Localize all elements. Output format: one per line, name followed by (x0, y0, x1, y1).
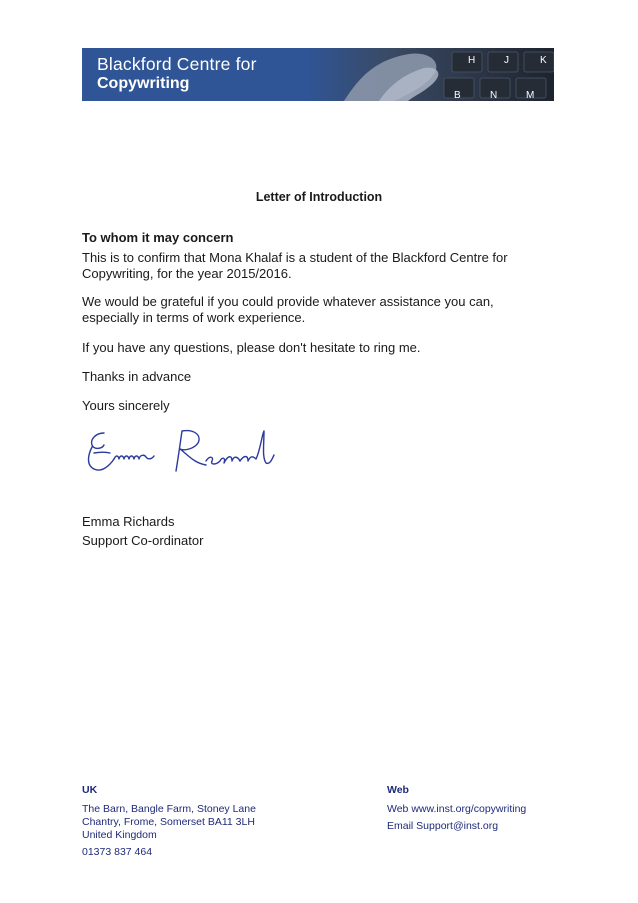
signer-name: Emma Richards (82, 514, 175, 529)
footer-web-heading: Web (387, 784, 409, 796)
letter-title: Letter of Introduction (255, 190, 383, 204)
footer-email-link[interactable]: Email Support@inst.org (387, 820, 499, 832)
footer-web (387, 784, 526, 833)
closing: Yours sincerely (82, 398, 170, 413)
footer-uk-address-line1: The Barn, Bangle Farm, Stoney Lane (82, 803, 256, 815)
paragraph-request: We would be grateful if you could provide whatever assistance you can, especially in terms of work experience. (82, 294, 494, 325)
paragraph-questions: If you have any questions, please don't hesitate to ring me. (82, 340, 421, 355)
footer-uk (82, 784, 256, 859)
key-j: J (504, 55, 509, 66)
key-m: M (526, 90, 535, 101)
key-k: K (540, 55, 547, 66)
footer-uk-address-line3: United Kingdom (82, 829, 157, 841)
paragraph-thanks: Thanks in advance (82, 369, 192, 384)
footer-uk-address-line2: Chantry, Frome, Somerset BA11 3LH (82, 816, 255, 828)
key-h: H (468, 55, 476, 66)
keyboard-photo (304, 48, 554, 101)
salutation: To whom it may concern (82, 230, 234, 245)
header-banner (82, 48, 554, 101)
banner-line2: Copywriting (97, 75, 190, 92)
footer-uk-heading: UK (82, 784, 98, 796)
footer-web-link[interactable]: Web www.inst.org/copywriting (387, 803, 527, 815)
handwritten-signature (82, 425, 282, 480)
banner-line1: Blackford Centre for (97, 54, 257, 74)
signer-role: Support Co-ordinator (82, 533, 204, 548)
paragraph-confirmation: This is to confirm that Mona Khalaf is a student of the Blackford Centre for Copywriting, for the year 2015/2016. (82, 250, 508, 281)
footer-uk-phone: 01373 837 464 (82, 846, 153, 858)
key-n: N (490, 90, 498, 101)
banner-logo-text (97, 55, 257, 94)
key-b: B (454, 90, 461, 101)
